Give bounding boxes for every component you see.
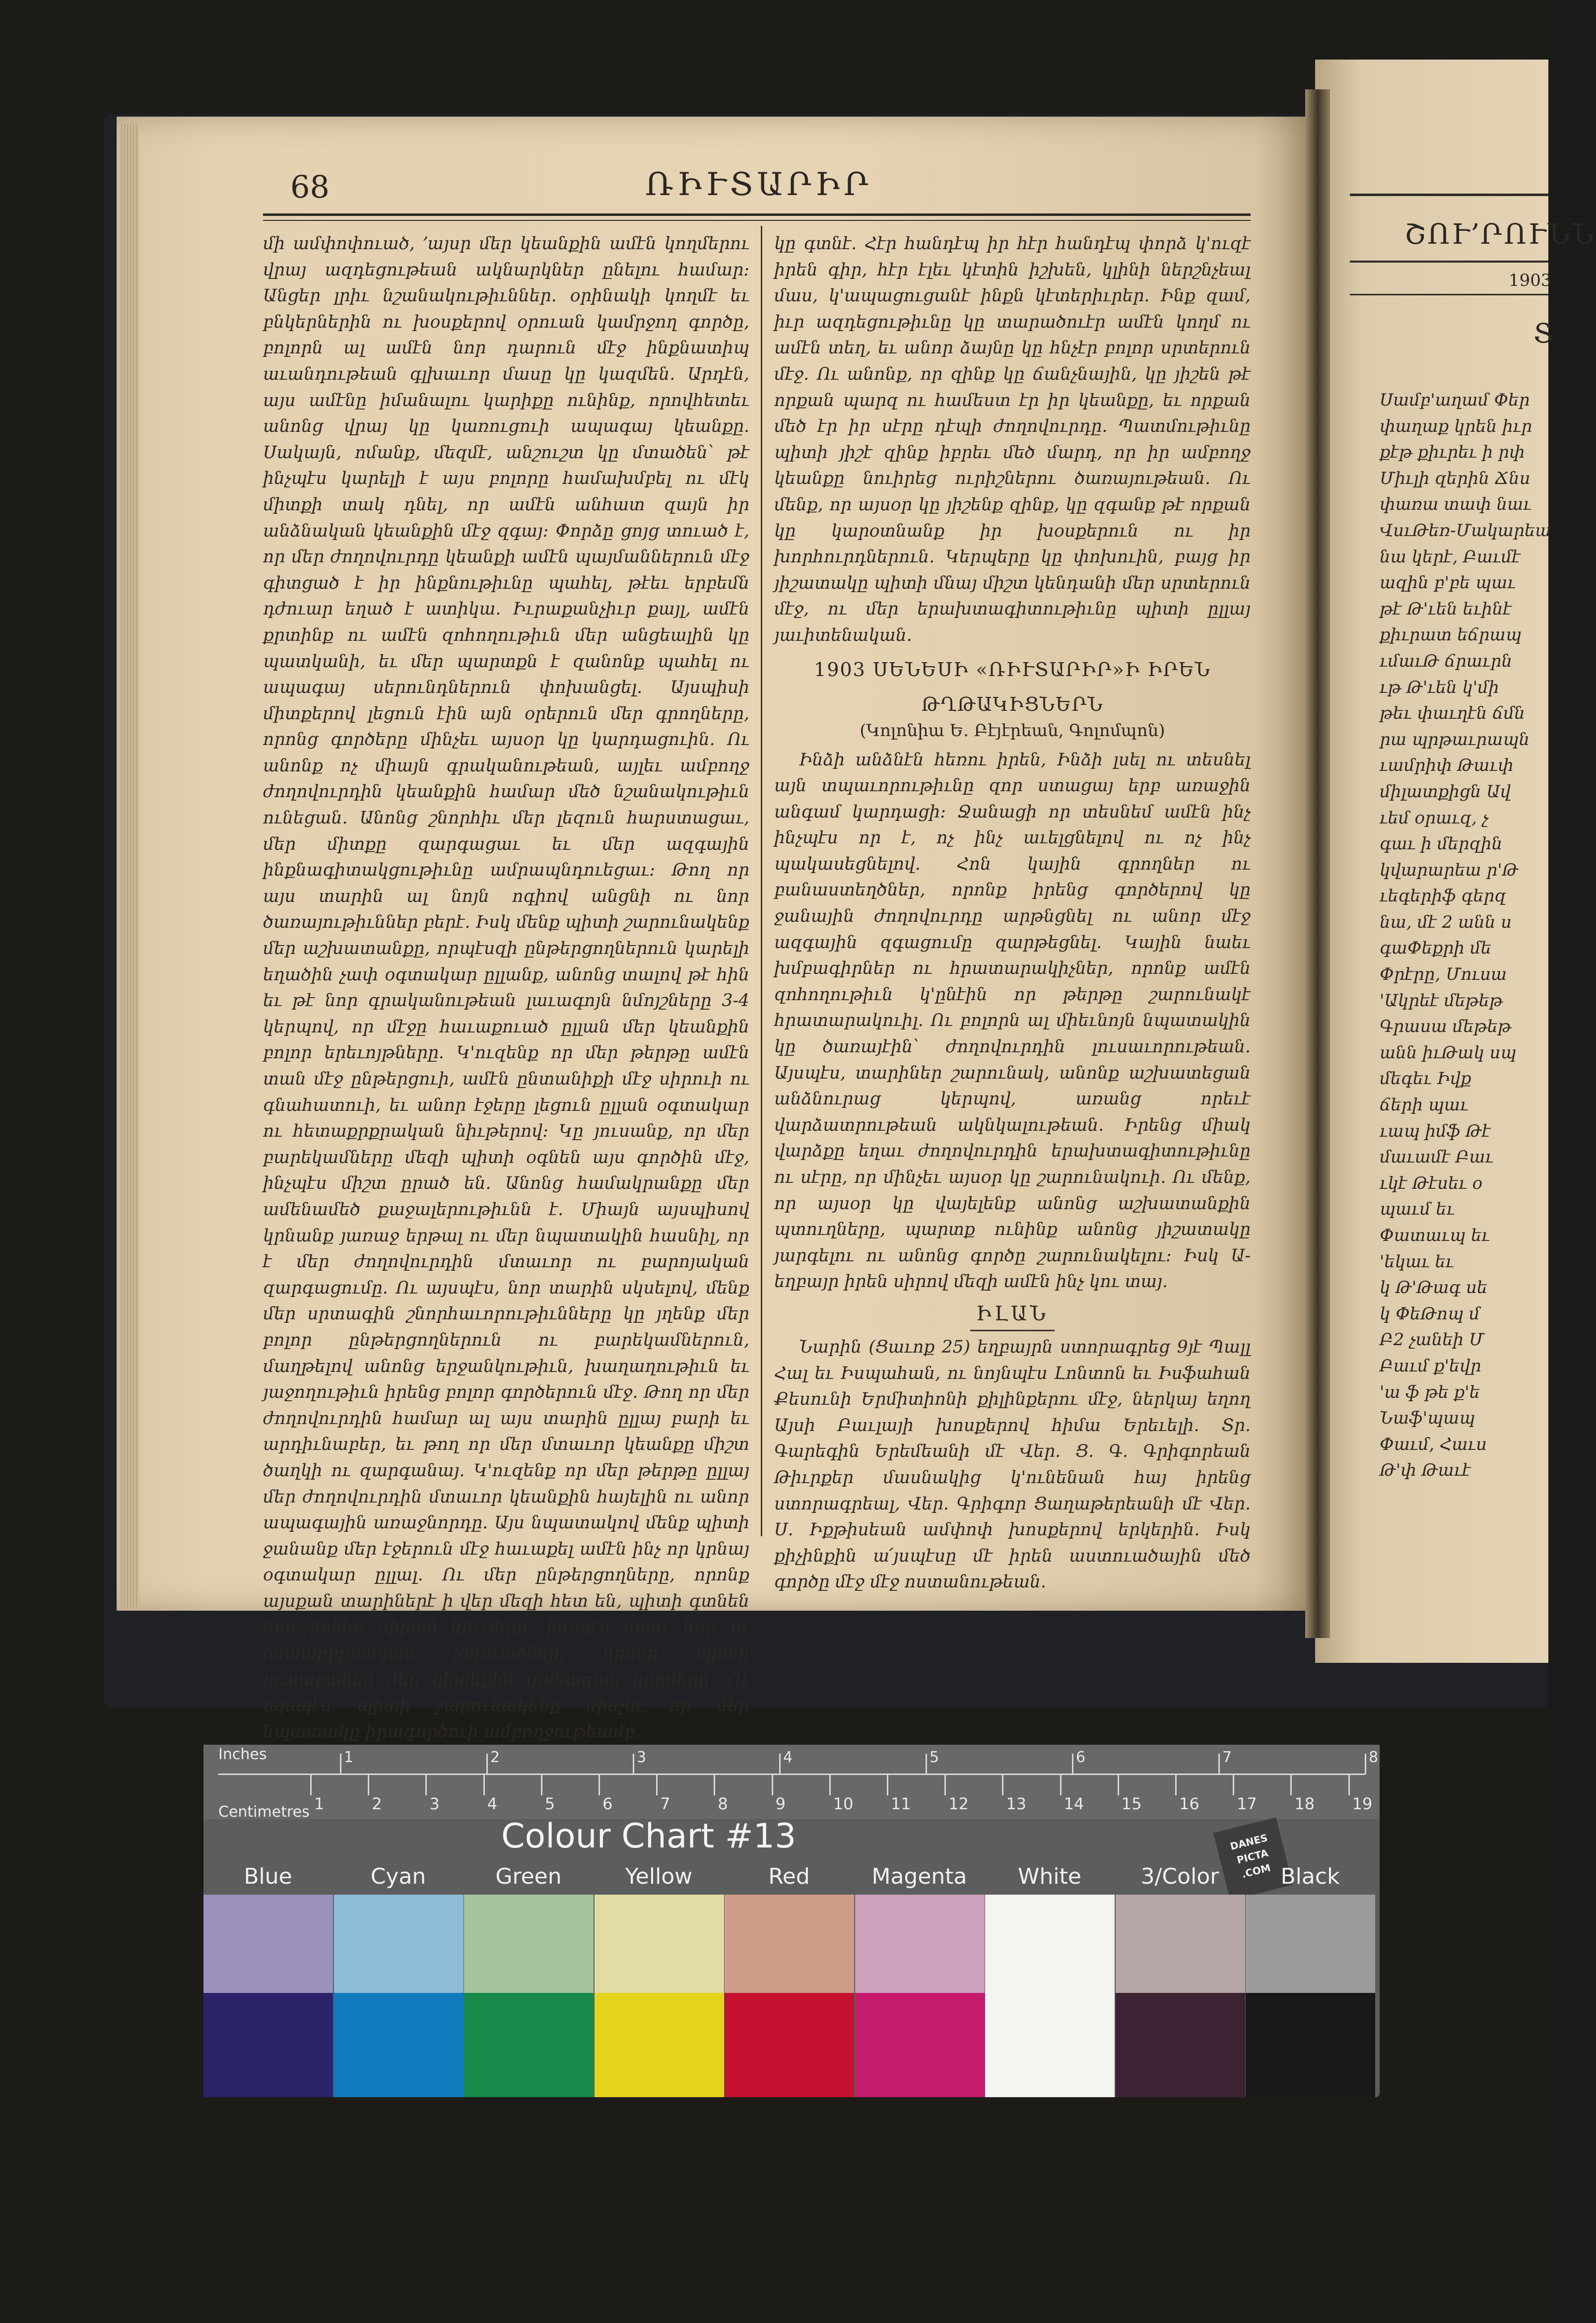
inch-tick-label: 3 <box>637 1749 647 1766</box>
right-page-line: գաՓեքրի մե <box>1380 938 1492 958</box>
ruler-inches-label: Inches <box>218 1746 267 1763</box>
inch-tick <box>633 1754 634 1775</box>
section-title-line2: ԹՂԹԱԿԻՑՆԵՐՆ <box>921 693 1104 715</box>
right-page-line: Նաֆ'պապ <box>1380 1408 1475 1429</box>
inch-tick-label: 6 <box>1076 1749 1086 1766</box>
cm-tick <box>425 1775 427 1795</box>
right-page-line: քիւրատ եճրապ <box>1380 625 1522 645</box>
cm-tick <box>1290 1775 1292 1795</box>
right-page-line: ւեմ օրաւզ, չ <box>1380 808 1489 828</box>
inch-tick <box>926 1754 927 1775</box>
inch-tick-label: 8 <box>1369 1749 1379 1766</box>
book-gutter <box>1305 89 1330 1638</box>
right-page-line: մաւամէ Բաւ <box>1380 1147 1494 1167</box>
ruler <box>203 1745 1380 1819</box>
right-page-line: ճերի պաւ <box>1380 1095 1468 1115</box>
header-rule <box>263 213 1251 216</box>
section-subtitle: (Կոլոնիա Ե. Բէյէրեան, Գոլոմպոն) <box>860 720 1165 741</box>
swatch-solid <box>1246 1993 1375 2097</box>
running-head: ՌԻՒՏԱՐԻՐ <box>645 166 872 203</box>
cm-tick-label: 17 <box>1237 1794 1257 1813</box>
right-page-rule <box>1350 294 1548 295</box>
cm-tick-label: 10 <box>833 1794 854 1813</box>
right-page-year: 1903 <box>1509 271 1552 290</box>
cm-tick-label: 2 <box>372 1794 382 1813</box>
right-page-title: ՇՈՒ՚ՐՈՒՆՆ <box>1404 218 1596 251</box>
right-page-line: ւապ իմֆ Թէ <box>1380 1121 1491 1141</box>
right-page-line: Միւլի զերին Ճնս <box>1380 468 1530 488</box>
cm-tick-label: 12 <box>948 1794 969 1813</box>
cm-tick-label: 16 <box>1179 1794 1199 1813</box>
inch-tick <box>1072 1754 1073 1775</box>
right-text-column <box>774 231 1251 1592</box>
paragraph: կը գտնէ. Հէր հանդէպ իր հէր հանդէպ փորձ կ'ուզէ իրեն գիր, հէր էլեւ կէտին իշխեն, կլինի ներշնչեալ մաս, կ'ապացուցանէ ինքն կէտերիւրեր. Ինք զամ, իւր ազդեցութիւնը կը տարածուէր ամէն կողմ ու ամէն տեղ, եւ անոր ձայնը կը հնչէր բոլոր սրտերուն մէջ. Ու անոնք, որ զինք կը ճանչնային, կը յիշեն թէ որքան պարզ ու համեստ էր իր կեանքը, եւ որքան մեծ էր իր սէրը դէպի ժողովուրդը. Պատմութիւնը պիտի յիշէ զինք իբրեւ մեծ մարդ, որ իր ամբողջ կեանքը նուիրեց ուրիշներու ծառայութեան. Ու մենք, որ այսօր կը յիշենք զինք, կը զգանք թէ որքան կը կարօտնանք իր խօսքերուն ու իր խորհուրդներուն. Կերպերը կը փոխուին, բայց իր յիշատակը պիտի մնայ միշտ կենդանի մեր սրտերուն մէջ, ու մեր երախտագիտութիւնը պիտի ըլլայ յաւիտենական. <box>774 234 1251 645</box>
column-divider <box>761 226 762 1536</box>
section-title: 1903 ՍԵՆԵՍԻ «ՌԻՒՏԱՐԻՐ»Ի ԻՐԵՆ <box>814 658 1211 681</box>
ilan-rule <box>970 1330 1055 1331</box>
right-page-line: թեւ փաւղէն ճմն <box>1380 703 1525 724</box>
right-page-line: րա պրթաւրապն <box>1380 729 1530 750</box>
right-page-line: մեգեւ Իվք <box>1380 1069 1471 1089</box>
cm-tick <box>656 1775 658 1795</box>
cm-tick <box>887 1775 888 1795</box>
right-page-line: միլատքիցն Ավ <box>1380 781 1511 802</box>
cm-tick <box>541 1775 542 1795</box>
swatch-label: Yellow <box>625 1864 693 1889</box>
right-page-line: պաւմ եւ <box>1380 1199 1455 1220</box>
ruler-cm-label: Centimetres <box>218 1803 310 1821</box>
swatch-solid <box>203 1993 333 2097</box>
cm-tick-label: 15 <box>1121 1794 1142 1813</box>
ruler-line <box>218 1774 1365 1775</box>
cm-tick-label: 19 <box>1352 1794 1373 1813</box>
right-page-line: անն իւԹակ սպ <box>1380 1042 1517 1063</box>
colour-chart-card <box>203 1745 1380 2097</box>
swatch-solid <box>725 1993 854 2097</box>
right-page-line: Փատաւպ եւ <box>1380 1226 1490 1245</box>
swatch-label: 3/Color <box>1140 1864 1219 1889</box>
cm-tick-label: 14 <box>1064 1794 1084 1813</box>
logo-line: DANES <box>1229 1832 1269 1852</box>
left-text-column <box>263 231 749 1742</box>
swatch-tint <box>595 1895 724 1993</box>
right-page-line: 'եկաւ եւ <box>1380 1251 1454 1272</box>
cm-tick-label: 4 <box>487 1794 497 1813</box>
right-page-line: գաւ ի մերզին <box>1380 834 1503 854</box>
cm-tick <box>598 1775 600 1795</box>
right-page-line: ւմաւԹ ճրաւրն <box>1380 651 1513 671</box>
right-page-line: ւամրիփ Թաւփ <box>1380 755 1514 776</box>
page-edges <box>119 124 139 1608</box>
right-page-line: ւթ Թ'ւեն կ'մի <box>1380 677 1499 697</box>
swatch-label: Red <box>768 1864 810 1889</box>
swatch-solid <box>985 1993 1115 2097</box>
cm-tick <box>829 1775 831 1795</box>
cm-tick-label: 7 <box>660 1794 670 1813</box>
swatch-label: Cyan <box>370 1864 426 1889</box>
cm-tick <box>1175 1775 1177 1795</box>
inch-tick <box>1218 1754 1220 1775</box>
swatch-tint <box>725 1895 854 1993</box>
right-page-rule <box>1350 261 1548 263</box>
swatch-tint <box>334 1895 464 1993</box>
cm-tick <box>483 1775 485 1795</box>
right-page-line: Գրասա մեթեթ <box>1380 1017 1511 1037</box>
cm-tick <box>368 1775 369 1795</box>
inch-tick <box>1365 1754 1366 1775</box>
swatch-tint <box>464 1895 594 1993</box>
inch-tick-label: 7 <box>1222 1749 1232 1766</box>
cm-tick <box>1233 1775 1234 1795</box>
right-page-text <box>1380 387 1551 1628</box>
right-page-line: Փաւմ, Հաւս <box>1380 1434 1487 1454</box>
swatch-tint <box>203 1895 333 1993</box>
right-page-line: թէ Թ'ւեն եւինէ <box>1380 599 1512 619</box>
right-page-line: ազին բ'բե պաւ <box>1380 573 1516 593</box>
cm-tick-label: 18 <box>1294 1794 1315 1813</box>
swatch-label: Green <box>495 1864 562 1889</box>
logo-line: PICTA <box>1235 1846 1269 1866</box>
inch-tick-label: 5 <box>930 1749 939 1766</box>
swatch-tint <box>855 1895 985 1993</box>
right-page-line: կվարարեա ր'Թ <box>1380 860 1519 880</box>
inch-tick-label: 1 <box>344 1749 354 1766</box>
cm-tick-label: 9 <box>775 1794 786 1813</box>
inch-tick-label: 4 <box>783 1749 793 1766</box>
swatch-tint <box>1246 1895 1375 1993</box>
right-page-line: կ ՓեԹոպ մ <box>1380 1303 1480 1324</box>
swatch-solid <box>855 1993 985 2097</box>
page-number: 68 <box>290 169 330 205</box>
paragraph: Ինձի անձնէն հեռու իրեն, Ինձի լսել ու տեսնել այն տպաւորութիւնը զոր ստացայ երբ առաջին անգամ կարդացի: Ջանացի որ տեսնեմ ամէն ինչ ինչպէս որ է, ոչ ինչ աւելցնելով ու ոչ ինչ պակասեցնելով. Հոն կային գրողներ ու բանաստեղծներ, որոնք իրենց գործերով կը ջանային ժողովուրդը արթնցնել ու անոր մէջ ազգային զգացումը զարթեցնել. Կային նաեւ խմբագիրներ ու հրատարակիչներ, որոնք ամէն զոհողութիւն կ'ընէին որ թերթը շարունակէ հրատարակուիլ. Ու բոլորն ալ միեւնոյն նպատակին կը ծառայէին՝ ժողովուրդին լուսաւորութեան. Այսպէս, տարիներ շարունակ, անոնք աշխատեցան անձնուրաց կերպով, առանց որեւէ վարձատրութեան ակնկալութեան. Իրենց միակ վարձքը եղաւ ժողովուրդին երախտագիտութիւնը ու սէրը, որ մինչեւ այսօր կը շարունակուի. Ու մենք, որ այսօր կը վայելենք անոնց աշխատանքին պտուղները, պարտք ունինք անոնց յիշատակը յարգելու ու անոնց գործը շարունակելու: Իսկ Ա-եղբայր իրեն սիրով մեզի ամէն ինչ կու տայ. <box>774 750 1251 1292</box>
swatch-label: Magenta <box>871 1864 967 1889</box>
right-page-line: Բաւմ ք'եվր <box>1380 1356 1481 1376</box>
paragraph: մի ամփոփուած, ՚այսր մեր կեանքին ամէն կողմերու վրայ ազդեցութեան ակնարկներ ընելու համար: Անցեր լրիւ նշանակութիւններ. օրինակի կողմէ եւ բնկերներին ու խօսքերով օրուան կամրջող գործը, բոլորն ալ ամէն նոր դարուն մէջ ինքնատիպ աւանդութեան գլխաւոր մասը կը կազմեն. Արդէն, այս ամէնը իմանալու կարիքը ունինք, որովհետեւ անոնց վրայ կը կառուցուի ապագայ կեանքը. Սակայն, ոմանք, մեզմէ, անշուշտ կը մտածեն՝ թէ ինչպէս կարելի է այս բոլորը համախմբել ու մէկ միտքի տակ դնել, որ ամէն անհատ զայն իր անձնական կեանքին մէջ զգայ: Փորձը ցոյց տուած է, որ մեր ժողովուրդը կեանքի ամէն պայմաններուն մէջ գիտցած է իր ինքնութիւնը պահել, թէեւ երբեմն դժուար եղած է ատիկա. Իւրաքանչիւր քայլ, ամէն քրտինք ու ամէն զոհողութիւն մեր անցեալին կը պատկանի, եւ մեր պարտքն է զանոնք պահել ու ապագայ սերունդներուն փոխանցել. Այսպիսի միտքերով լեցուն էին այն օրերուն մեր գրողները, որոնց գործերը մինչեւ այսօր կը կարդացուին. Ու անոնք ոչ միայն գրականութեան, այլեւ ամբողջ ժողովուրդին կեանքին համար մեծ նշանակութիւն ունեցան. Անոնց շնորհիւ մեր լեզուն հարստացաւ, մեր միտքը զարգացաւ եւ մեր ազգային ինքնագիտակցութիւնը ամրապնդուեցաւ: Թող որ այս տարին ալ նոյն ոգիով անցնի ու նոր ծառայութիւններ բերէ. Իսկ մենք պիտի շարունակենք մեր աշխատանքը, որպէսզի ընթերցողներուն կարելի եղածին չափ օգտակար ըլլանք, անոնց տալով թէ հին եւ թէ նոր գրականութեան լաւագոյն նմոյշները 3-4 կերպով, որ մէջը հաւաքուած ըլլան մեր կեանքին բոլոր երեւոյթները. Կ'ուզենք որ մեր թերթը ամէն տան մէջ ընթերցուի, ամէն ընտանիքի մէջ սիրուի ու գնահատուի, եւ անոր էջերը լեցուն ըլլան օգտակար ու հետաքրքրական նիւթերով: Կը յուսանք, որ մեր բարեկամները մեզի պիտի օգնեն այս գործին մէջ, ինչպէս միշտ ըրած են. Անոնց համակրանքը մեր ամենամեծ քաջալերութիւնն է. Միայն այսպիսով կրնանք յառաջ երթալ ու մեր նպատակին հասնիլ, որ է մեր ժողովուրդին մտաւոր ու բարոյական զարգացումը. Ու այսպէս, նոր տարին սկսելով, մենք մեր սրտագին շնորհաւորութիւնները կը յղենք մեր բոլոր ընթերցողներուն ու բարեկամներուն, մաղթելով անոնց երջանկութիւն, խաղաղութիւն եւ յաջողութիւն իրենց բոլոր գործերուն մէջ. Թող որ մեր ժողովուրդին համար ալ այս տարին ըլլայ բարի եւ արդիւնաբեր, եւ թող որ մեր մտաւոր կեանքը միշտ ծաղկի ու զարգանայ. Կ'ուզենք որ մեր թերթը ըլլայ մեր ժողովուրդին մտաւոր կեանքին հայելին ու անոր ապագային առաջնորդը. Այս նպատակով մենք պիտի ջանանք մեր էջերուն մէջ հաւաքել ամէն ինչ որ կրնայ օգտակար ըլլալ. Ու մեր ընթերցողները, որոնք այսքան տարիներէ ի վեր մեզի հետ են, պիտի գտնեն հոս իրենց սիրած նիւթերը, ինչպէս նաեւ նոր ու հետաքրքրական յօդուածներ, որոնք պիտի լուսաբանեն մեր կեանքին զանազան կողմերը. Ու այսպէս պիտի շարունակենք մինչեւ որ մեր նպատակը իրագործուի ամբողջութեամբ. <box>263 234 749 1742</box>
paragraph: Նարին (Ցաւոք 25) եղբայրն ստորագրեց 9յէ Պալլ Հալ եւ Իսպահան, ու նոյնպէս Լոնտոն եւ Իսֆահան Քեսունի Երմիտիոնի քիլինքերու մէջ, ներկայ եղող Այսի Բաւլայի խոսքերով հիմա Երեւելի. Տր. Գարեգին Երեմեանի մէ Վեր. Ց. Գ. Գրիգորեան Թիւրքեր մասնակից կ'ունենան հայ իրենց ստորագրեալ, Վեր. Գրիգոր Ցաղաթերեանի մէ Վեր. Ս. Իքթիսեան ամփոփ խոսքերով երկերին. Իսկ քիչինքին ա՛յսպէսը մէ իրեն աստուածային մեծ գործը մէջ մէջ ոստանութեան. <box>774 1337 1251 1592</box>
right-page-initial: Տ <box>1533 318 1553 349</box>
logo-line: .COM <box>1240 1861 1272 1881</box>
inch-tick <box>486 1754 488 1775</box>
cm-tick <box>310 1775 312 1795</box>
right-page-line: Թ'փ Թաւէ <box>1380 1460 1471 1481</box>
cm-tick <box>944 1775 946 1795</box>
swatch-label: White <box>1018 1864 1081 1889</box>
swatch-tint <box>985 1895 1115 1993</box>
swatch-solid <box>595 1993 724 2097</box>
cm-tick-label: 6 <box>602 1794 613 1813</box>
right-page-line: Փրէրը, Մուսա <box>1380 964 1507 985</box>
swatch-tint <box>1116 1895 1245 1993</box>
cm-tick <box>772 1775 773 1795</box>
right-page-line: 'Ակրեէ մեթեթ <box>1380 990 1503 1011</box>
inch-tick <box>340 1754 341 1775</box>
colour-chart-title: Colour Chart #13 <box>501 1817 797 1856</box>
cm-tick <box>1060 1775 1062 1795</box>
inch-tick-label: 2 <box>490 1749 500 1766</box>
swatch-solid <box>1116 1993 1245 2097</box>
right-page-line: փառա տափ նաւ <box>1380 494 1531 515</box>
cm-tick-label: 13 <box>1006 1794 1027 1813</box>
cm-tick-label: 3 <box>429 1794 440 1813</box>
right-page-line: նա կերէ, Բաւմէ <box>1380 547 1521 567</box>
cm-tick <box>1348 1775 1350 1795</box>
right-page-rule <box>1350 194 1548 196</box>
swatch-solid <box>334 1993 464 2097</box>
right-page-line: կ Թ'Թագ սե <box>1380 1278 1488 1298</box>
swatch-label: Black <box>1280 1864 1340 1889</box>
header-rule-thin <box>263 220 1251 221</box>
right-page-line: ւեգերիֆ գերզ <box>1380 886 1506 906</box>
ilan-heading: ԻԼԱՆ <box>976 1302 1049 1325</box>
right-page-line: Բ2 չանեի Մ <box>1380 1330 1484 1350</box>
cm-tick <box>1118 1775 1119 1795</box>
right-page-line: փաղաք կրեն իւր <box>1380 416 1532 436</box>
right-page-line: նա, մէ 2 անն ս <box>1380 912 1512 932</box>
swatch-solid <box>464 1993 594 2097</box>
cm-tick-label: 11 <box>891 1794 911 1813</box>
swatch-label: Blue <box>244 1864 292 1889</box>
cm-tick-label: 1 <box>314 1794 325 1813</box>
right-page-line: ւկէ Թէսեւ օ <box>1380 1173 1483 1193</box>
right-page-line: քէթ քիւրեւ ի րփ <box>1380 442 1525 463</box>
right-page-line: ՎսւԹեռ-Մակարեա <box>1380 520 1551 541</box>
cm-tick <box>714 1775 715 1795</box>
swatch-labels <box>203 1864 1380 1894</box>
cm-tick-label: 5 <box>544 1794 555 1813</box>
inch-tick <box>779 1754 781 1775</box>
right-page-line: Սամբ'աղամ Փեր <box>1380 390 1530 410</box>
cm-tick-label: 8 <box>718 1794 728 1813</box>
cm-tick <box>1002 1775 1003 1795</box>
right-page-line: 'ա ֆ թե ք'ե <box>1380 1382 1480 1402</box>
